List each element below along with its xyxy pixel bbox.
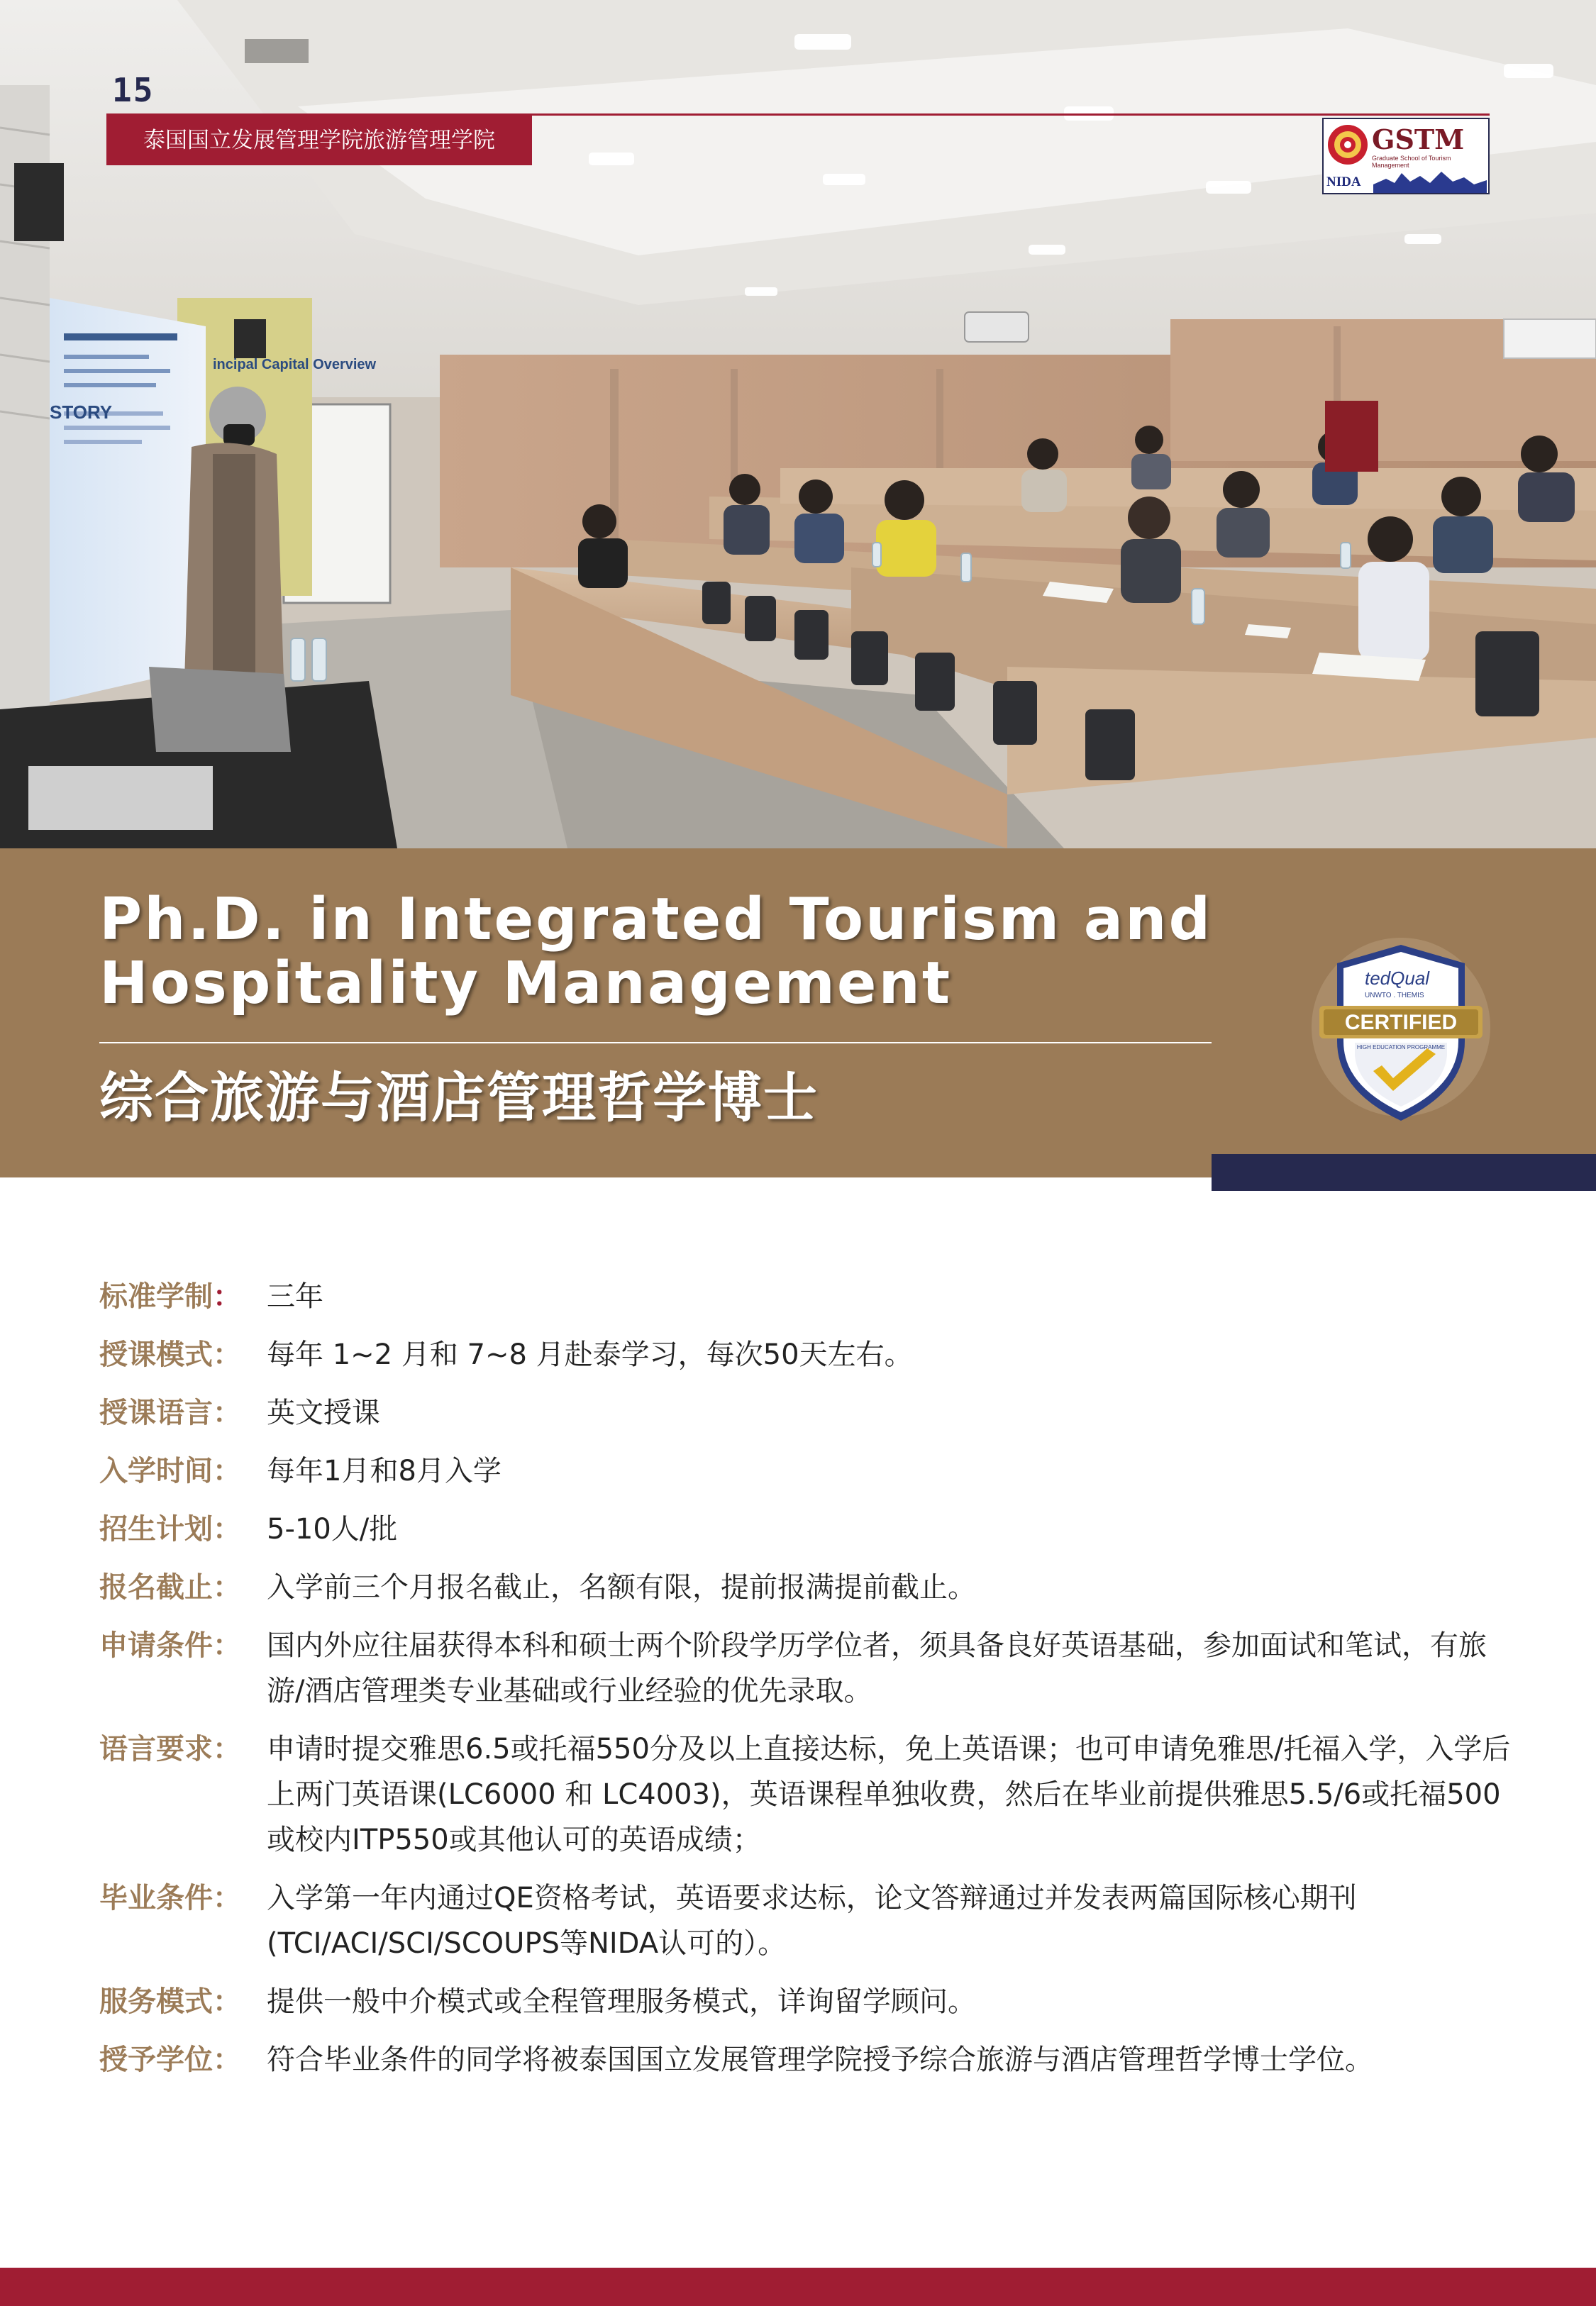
gstm-logo <box>1322 118 1490 194</box>
info-label: 入学时间： <box>99 1455 241 1487</box>
info-deadline <box>99 1565 1518 1610</box>
info-intake <box>99 1448 1518 1494</box>
badge-status: CERTIFIED <box>1344 1011 1458 1034</box>
info-value: 每年1月和8月入学 <box>267 1455 501 1487</box>
info-service-mode <box>99 1979 1518 2024</box>
info-value: 入学第一年内通过QE资格考试，英语要求达标，论文答辩通过并发表两篇国际核心期刊(TCI/ACI/SCI/SCOUPS等NIDA认可的）。 <box>267 1882 1357 1960</box>
info-language <box>99 1390 1518 1436</box>
info-value: 三年 <box>267 1280 323 1313</box>
info-degree <box>99 2037 1518 2083</box>
badge-program: HIGH EDUCATION PROGRAMME <box>1356 1044 1446 1051</box>
program-title-english-line1: Ph.D. in Integrated Tourism and <box>99 886 1213 953</box>
nida-emblem-icon <box>1324 119 1372 176</box>
info-label: 报名截止： <box>99 1571 241 1604</box>
info-label: 标准学制： <box>99 1280 241 1313</box>
info-value: 入学前三个月报名截止，名额有限，提前报满提前截止。 <box>267 1571 976 1604</box>
gstm-logo-text: GSTM <box>1372 123 1465 155</box>
info-teaching-mode <box>99 1332 1518 1377</box>
footer-bar <box>0 2268 1596 2306</box>
school-name-banner: 泰国国立发展管理学院旅游管理学院 <box>106 116 532 165</box>
info-value: 每年 1~2 月和 7~8 月赴泰学习，每次50天左右。 <box>267 1338 913 1371</box>
skyline-icon <box>1373 169 1487 193</box>
program-info-list <box>99 1274 1518 2095</box>
info-value: 英文授课 <box>267 1397 380 1429</box>
badge-brand: tedQual <box>1365 968 1430 989</box>
info-language-requirements <box>99 1726 1518 1863</box>
info-value: 符合毕业条件的同学将被泰国国立发展管理学院授予综合旅游与酒店管理哲学博士学位。 <box>267 2044 1373 2076</box>
slide-heading: incipal Capital Overview <box>213 357 377 372</box>
classroom-photo <box>0 0 1596 848</box>
info-label: 服务模式： <box>99 1985 241 2018</box>
info-label: 招生计划： <box>99 1513 241 1546</box>
gstm-logo-subtitle: Graduate School of Tourism Management <box>1372 155 1451 169</box>
info-enrollment-plan <box>99 1507 1518 1552</box>
navy-accent-bar <box>1212 1154 1596 1191</box>
info-label: 授课模式： <box>99 1338 241 1371</box>
info-label: 授予学位： <box>99 2044 241 2076</box>
info-value: 申请时提交雅思6.5或托福550分及以上直接达标，免上英语课；也可申请免雅思/托福入学，入学后上两门英语课(LC6000 和 LC4003)，英语课程单独收费，然后在毕业前提供雅思5.5/6或托福500或校内ITP550或其他认可的英语成绩； <box>267 1733 1511 1856</box>
page-number: 15 <box>112 71 155 109</box>
info-label: 授课语言： <box>99 1397 241 1429</box>
info-value: 提供一般中介模式或全程管理服务模式，详询留学顾问。 <box>267 1985 976 2018</box>
program-title-english-line2: Hospitality Management <box>99 950 953 1017</box>
tedqual-certified-badge <box>1305 935 1497 1126</box>
info-value: 国内外应往届获得本科和硕士两个阶段学历学位者，须具备良好英语基础，参加面试和笔试，有旅游/酒店管理类专业基础或行业经验的优先录取。 <box>267 1629 1487 1707</box>
info-value: 5-10人/批 <box>267 1513 398 1546</box>
info-label: 申请条件： <box>99 1629 241 1662</box>
program-title-english <box>99 888 1263 1016</box>
slide-subheading: STORY <box>50 401 113 423</box>
title-divider <box>99 1042 1212 1043</box>
nida-label: NIDA <box>1326 174 1361 189</box>
info-label: 毕业条件： <box>99 1882 241 1914</box>
info-graduation <box>99 1875 1518 1966</box>
program-title-chinese: 综合旅游与酒店管理哲学博士 <box>99 1066 819 1129</box>
badge-org: UNWTO . THEMIS <box>1365 992 1424 999</box>
certified-shield-icon <box>1305 935 1497 1126</box>
info-requirements <box>99 1623 1518 1714</box>
info-label: 语言要求： <box>99 1733 241 1765</box>
info-duration <box>99 1274 1518 1319</box>
